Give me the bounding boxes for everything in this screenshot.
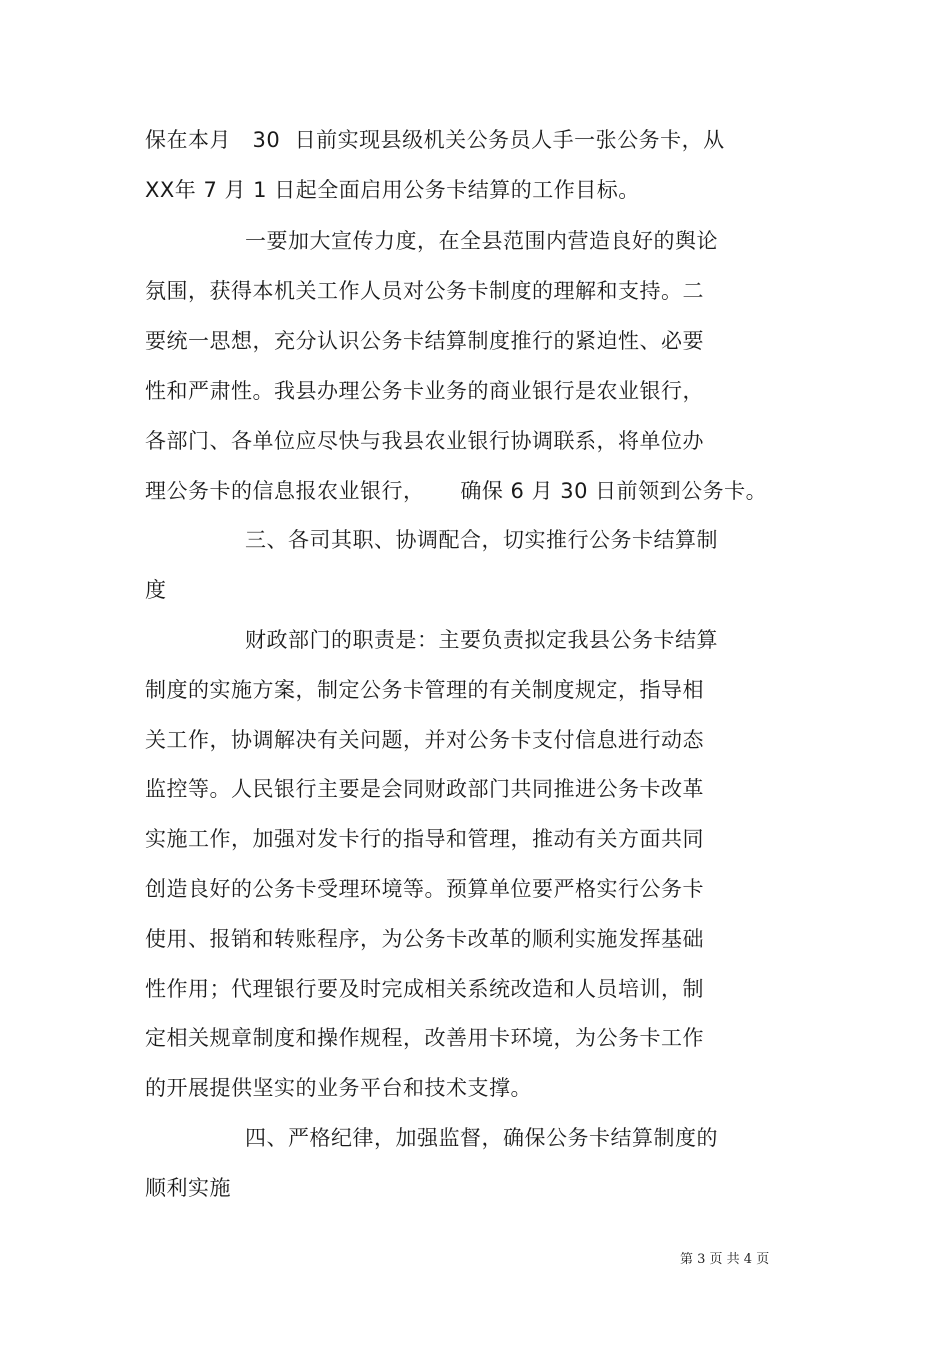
text-line: 关工作，协调解决有关问题，并对公务卡支付信息进行动态 [145,728,704,752]
section-heading-continued: 度 [145,578,167,602]
text-line: 保在本月 30 日前实现县级机关公务员人手一张公务卡，从 [145,128,725,152]
text-line: 性作用；代理银行要及时完成相关系统改造和人员培训，制 [145,977,704,1001]
text-line: XX年 7 月 1 日起全面启用公务卡结算的工作目标。 [145,178,640,202]
text-line: 使用、报销和转账程序，为公务卡改革的顺利实施发挥基础 [145,927,704,951]
text-line: 性和严肃性。我县办理公务卡业务的商业银行是农业银行， [145,379,704,403]
text-line: 的开展提供坚实的业务平台和技术支撑。 [145,1076,532,1100]
text-line: 定相关规章制度和操作规程，改善用卡环境，为公务卡工作 [145,1026,704,1050]
section-heading: 四、严格纪律，加强监督，确保公务卡结算制度的 [245,1126,718,1150]
text-line: 各部门、各单位应尽快与我县农业银行协调联系，将单位办 [145,429,704,453]
paragraph-first-line: 一要加大宣传力度，在全县范围内营造良好的舆论 [245,229,718,253]
section-heading-continued: 顺利实施 [145,1176,231,1200]
text-line: 创造良好的公务卡受理环境等。预算单位要严格实行公务卡 [145,877,704,901]
text-line: 氛围，获得本机关工作人员对公务卡制度的理解和支持。二 [145,279,704,303]
section-heading: 三、各司其职、协调配合，切实推行公务卡结算制 [245,528,718,552]
text-line: 实施工作，加强对发卡行的指导和管理，推动有关方面共同 [145,827,704,851]
text-line: 制度的实施方案，制定公务卡管理的有关制度规定，指导相 [145,678,704,702]
text-line: 要统一思想，充分认识公务卡结算制度推行的紧迫性、必要 [145,329,704,353]
text-line: 理公务卡的信息报农业银行， 确保 6 月 30 日前领到公务卡。 [145,479,768,503]
text-line: 监控等。人民银行主要是会同财政部门共同推进公务卡改革 [145,777,704,801]
paragraph-first-line: 财政部门的职责是：主要负责拟定我县公务卡结算 [245,628,718,652]
page-number-footer: 第 3 页 共 4 页 [680,1252,770,1267]
